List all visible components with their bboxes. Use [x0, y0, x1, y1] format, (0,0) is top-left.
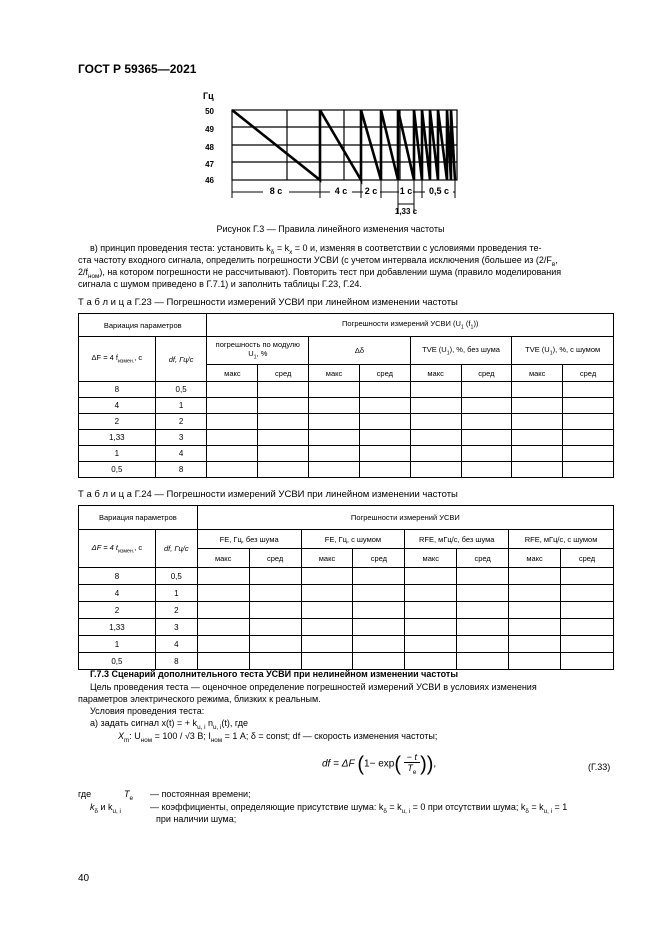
paragraph-b-line3: $2/f_{ном}$), на котором погрешности не рассчитывают). Повторить тест при добавлении шума (правило моделирования — [78, 267, 562, 280]
paragraph-b: в) принцип проведения теста: установить $k_\delta = k_x = 0$ и, изменяя в соответствии с условиями проведения те- — [90, 243, 542, 256]
table-row: 1 4 — [79, 636, 614, 653]
sub-avg: сред — [461, 365, 512, 382]
y-tick: 47 — [205, 160, 214, 169]
table-row: 4 1 — [79, 585, 614, 602]
frequency-ramp-figure — [195, 88, 495, 216]
col-df: df, Гц/с — [155, 530, 197, 568]
header-errors: Погрешности измерений УСВИ ($U_1$ $(f_1)$) — [207, 314, 614, 337]
formula-tag: (Г.33) — [588, 762, 611, 772]
table-23 — [78, 313, 614, 478]
figure-caption: Рисунок Г.3 — Правила линейного изменения частоты — [216, 224, 445, 234]
sub-max: макс — [512, 365, 563, 382]
sub-avg: сред — [359, 365, 410, 382]
col-dF: ΔF = 4 $t_{измен.}$, c — [79, 530, 156, 568]
section-p3: а) задать сигнал x(t) = + $k_{u, i}$ $n_{u, i}(t)$, где — [90, 718, 249, 731]
group-tve-no-noise: TVE $(U_1)$, %, без шума — [410, 337, 512, 365]
segment-label: 1 с — [399, 186, 413, 196]
sub-max: макс — [405, 549, 457, 568]
header-variation: Вариация параметров — [79, 506, 198, 530]
table-row: 1,33 3 — [79, 619, 614, 636]
y-tick: 50 — [205, 107, 214, 116]
table-24 — [78, 505, 614, 670]
table-24-caption: Т а б л и ц а Г.24 — Погрешности измерений УСВИ при линейном изменении частоты — [78, 489, 458, 500]
k-desc-2: при наличии шума; — [156, 814, 237, 824]
paragraph-b-line4: сигнала с шумом приведено в Г.7.1) и заполнить таблицы Г.23, Г.24. — [78, 279, 362, 289]
sub-max: макс — [410, 365, 461, 382]
table-row: 8 0,5 — [79, 382, 614, 398]
Te-symbol: $T_e$ — [124, 789, 134, 802]
header-variation: Вариация параметров — [79, 314, 207, 337]
group-magnitude: погрешность по модулю $U_1$, % — [207, 337, 309, 365]
ramp-tail — [422, 110, 455, 180]
sub-avg: сред — [457, 549, 509, 568]
table-row: 1,33 3 — [79, 430, 614, 446]
segment-label: 4 с — [334, 186, 348, 196]
table-23-caption: Т а б л и ц а Г.23 — Погрешности измерений УСВИ при линейном изменении частоты — [78, 297, 458, 308]
col-df: df, Гц/с — [155, 337, 207, 382]
section-p1b: параметров электрического режима, близких к реальным. — [78, 694, 321, 704]
formula-g33: df = ΔF (1− exp( $\frac{- t}{T_e}$ )), — [322, 752, 437, 776]
group-tve-noise: TVE $(U_1)$, %, с шумом — [512, 337, 614, 365]
document-header: ГОСТ Р 59365—2021 — [78, 62, 197, 76]
sub-avg: сред — [258, 365, 309, 382]
where-label: где — [78, 789, 92, 799]
sub-avg: сред — [563, 365, 614, 382]
segment-label-extra: 1,33 с — [394, 207, 418, 216]
sub-max: макс — [301, 549, 353, 568]
Te-desc: — постоянная времени; — [150, 789, 251, 799]
k-symbols: $k_\delta$ и $k_{u, i}$ — [90, 802, 121, 815]
group-rfe-noise: RFE, мГц/с, с шумом — [509, 530, 614, 549]
table-row: 8 0,5 — [79, 568, 614, 585]
table-row: 2 2 — [79, 414, 614, 430]
col-dF: ΔF = 4 $f_{измен.}$, c — [79, 337, 156, 382]
k-desc: — коэффициенты, определяющие присутствие шума: $k_\delta = k_{u, i} = 0$ при отсутствии шума; $k_\delta = k_{u, i} = 1$ — [150, 802, 568, 815]
group-rfe-no-noise: RFE, мГц/с, без шума — [405, 530, 509, 549]
sub-avg: сред — [561, 549, 614, 568]
sub-max: макс — [309, 365, 360, 382]
y-tick: 49 — [205, 125, 214, 134]
sub-max: макс — [197, 549, 249, 568]
section-p4: $X_m$: $U_{ном} = 100 / √3$ В; $I_{ном} = 1$ А; δ = const; df — скорость изменения частоты; — [118, 731, 438, 744]
sub-max: макс — [207, 365, 258, 382]
sub-avg: сред — [353, 549, 405, 568]
section-title: Г.7.3 Сценарий дополнительного теста УСВИ при нелинейном изменении частоты — [90, 669, 459, 679]
table-row: 0,5 8 — [79, 653, 614, 670]
y-axis-unit: Гц — [203, 91, 214, 101]
table-row: 1 4 — [79, 446, 614, 462]
group-fe-noise: FE, Гц, с шумом — [301, 530, 405, 549]
page-number: 40 — [78, 873, 90, 884]
header-errors: Погрешности измерений УСВИ — [197, 506, 613, 530]
group-phase: Δδ — [309, 337, 411, 365]
y-tick: 46 — [205, 176, 214, 185]
table-row: 0,5 8 — [79, 462, 614, 478]
sub-max: макс — [509, 549, 561, 568]
sub-avg: сред — [249, 549, 301, 568]
segment-label: 2 с — [364, 186, 378, 196]
y-tick: 48 — [205, 143, 214, 152]
segment-label: 0,5 с — [428, 186, 450, 196]
table-row: 4 1 — [79, 398, 614, 414]
group-fe-no-noise: FE, Гц, без шума — [197, 530, 301, 549]
section-p2: Условия проведения теста: — [90, 706, 205, 716]
table-row: 2 2 — [79, 602, 614, 619]
section-p1a: Цель проведения теста — оценочное определение погрешностей измерений УСВИ в условиях изменения — [90, 682, 537, 692]
segment-label: 8 с — [269, 186, 283, 196]
paragraph-b-line2: ста частоту входного сигнала, определить погрешности УСВИ (с учетом интервала исключения (большее из ($2/F_в$, — [78, 255, 558, 268]
